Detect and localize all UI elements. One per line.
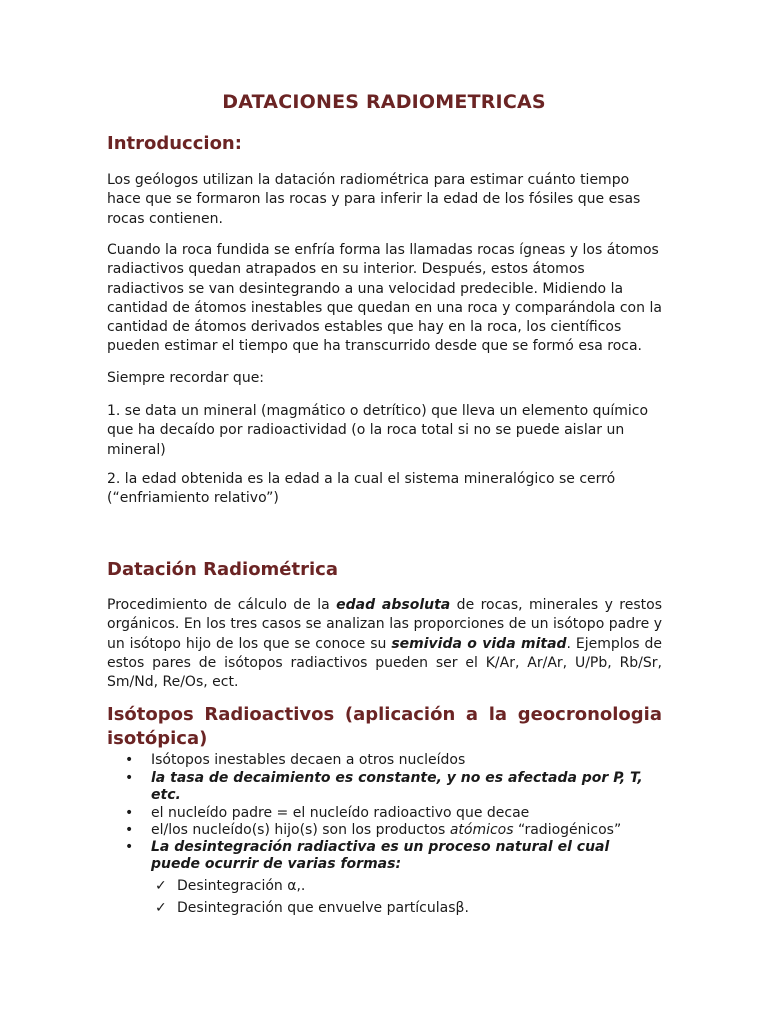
bullet-text-1: Isótopos inestables decaen a otros nucleídos xyxy=(151,752,466,768)
checkmark-icon: ✓ xyxy=(155,900,167,916)
intro-point-1: 1. se data un mineral (magmático o detrítico) que lleva un elemento químico que ha decaído por radioactividad (o la roca total si no se puede aislar un mineral) xyxy=(107,403,649,458)
bullet-text-5: La desintegración radiactiva es un proceso natural el cual puede ocurrir de varias formas: xyxy=(151,839,610,872)
radiometric-emphasis-half-life: semivida o vida mitad xyxy=(391,635,567,652)
radiometric-text-e: . Ejemplos de estos pares de isótopos radiactivos pueden ser el K/Ar, Ar/Ar, U/Pb, Rb/Sr, Sm/Nd, Re/Os, ect. xyxy=(107,635,662,691)
bullet-glyph: • xyxy=(125,805,134,821)
bullet-glyph: • xyxy=(125,822,134,838)
bullet-glyph: • xyxy=(125,752,134,768)
check-text-1: Desintegración α,. xyxy=(177,878,306,894)
radiometric-heading: Datación Radiométrica xyxy=(107,559,338,580)
bullet-4-text-italic: atómicos xyxy=(449,822,514,838)
checkmark-icon: ✓ xyxy=(155,878,167,894)
intro-heading: Introduccion: xyxy=(107,133,242,154)
bullet-glyph: • xyxy=(125,770,134,786)
document-title: DATACIONES RADIOMETRICAS xyxy=(222,91,546,113)
radiometric-emphasis-absolute-age: edad absoluta xyxy=(336,597,451,613)
intro-point-2: 2. la edad obtenida es la edad a la cual el sistema mineralógico se cerró (“enfriamiento relativo”) xyxy=(107,471,616,507)
bullet-4-text-a: el/los nucleído(s) hijo(s) son los productos xyxy=(151,822,450,838)
bullet-text-4 xyxy=(151,822,661,839)
intro-paragraph-1: Los geólogos utilizan la datación radiométrica para estimar cuánto tiempo hace que se formaron las rocas y para inferir la edad de los fósiles que esas rocas contienen. xyxy=(107,172,641,227)
bullet-text-2: la tasa de decaimiento es constante, y no es afectada por P, T, etc. xyxy=(151,770,643,803)
bullet-4-text-c: “radiogénicos” xyxy=(513,822,622,838)
intro-paragraph-3: Siempre recordar que: xyxy=(107,370,265,386)
bullet-text-3: el nucleído padre = el nucleído radioactivo que decae xyxy=(151,805,530,821)
radiometric-paragraph xyxy=(107,596,662,692)
bullet-glyph: • xyxy=(125,839,134,855)
radiometric-text-c: de rocas, minerales y restos orgánicos. En los tres casos se analizan las proporciones de un isótopo padre y un isótopo hijo de los que se conoce su xyxy=(107,597,663,652)
radiometric-text-a: Procedimiento de cálculo de la xyxy=(107,597,337,613)
isotopes-heading: Isótopos Radioactivos (aplicación a la geocronologia isotópica) xyxy=(107,704,662,749)
intro-paragraph-2: Cuando la roca fundida se enfría forma las llamadas rocas ígneas y los átomos radiactivos quedan atrapados en su interior. Después, estos átomos radiactivos se van desintegrando a una velocidad predecible. Midiendo la cantidad de átomos inestables que quedan en una roca y comparándola con la cantidad de átomos derivados estables que hay en la roca, los científicos pueden estimar el tiempo que ha transcurrido desde que se formó esa roca. xyxy=(107,242,662,355)
check-text-2: Desintegración que envuelve partículasβ. xyxy=(177,900,469,916)
